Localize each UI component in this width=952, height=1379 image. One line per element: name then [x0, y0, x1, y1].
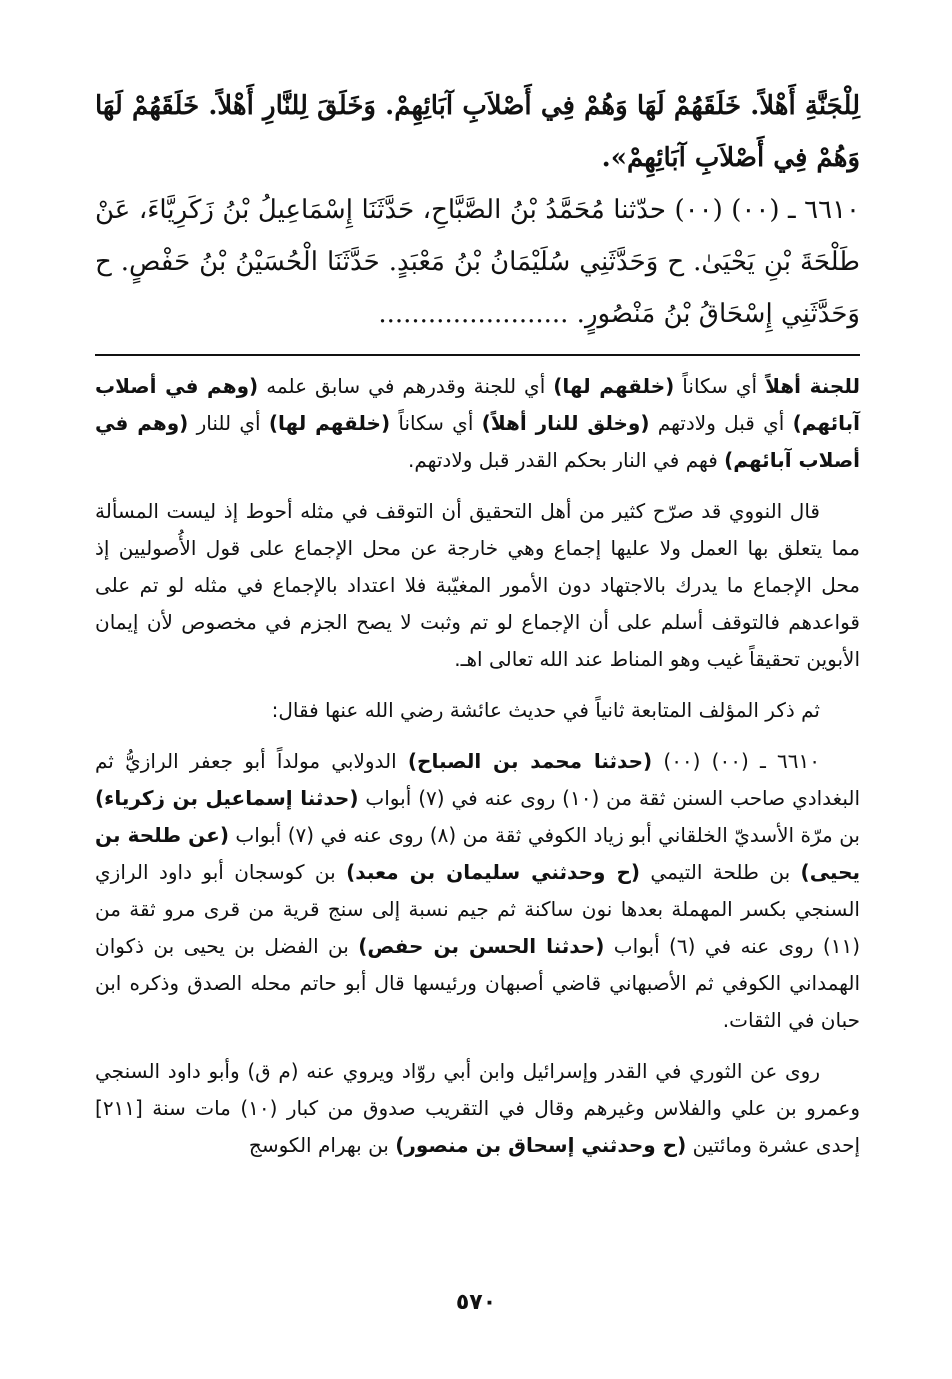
commentary-paragraph-3: ثم ذكر المؤلف المتابعة ثانياً في حديث عائشة رضي الله عنها فقال: [271, 698, 820, 722]
commentary-block [95, 368, 860, 1164]
commentary-segment: (وهم في أصلاب آبائهم) [95, 374, 861, 435]
commentary-paragraph-5 [95, 1053, 860, 1164]
page-number: ٥٧٠ [455, 1290, 497, 1315]
hadith-continuation: لِلْجَنَّةِ أَهْلاً. خَلَقَهُمْ لَهَا وَهُمْ فِي أَصْلاَبِ آبَائِهِمْ. وَخَلَقَ لِلنَّارِ أَهْلاً. خَلَقَهُمْ لَهَا وَهُمْ فِي أَصْلاَبِ آبَائِهِمْ». [95, 91, 860, 173]
page-body [95, 80, 860, 1178]
commentary-segment: بن مرّة الأسديّ الخلقاني أبو زياد الكوفي ثقة من (٨) روى عنه في (٧) أبواب [228, 823, 860, 847]
commentary-segment: أي قبل ولادتهم [649, 411, 793, 435]
commentary-segment: أي للجنة وقدرهم في سابق علمه [258, 374, 554, 398]
commentary-segment: للجنة أهلاً [765, 374, 861, 398]
commentary-paragraph-2: قال النووي قد صرّح كثير من أهل التحقيق أن التوقف في مثله أحوط إذ ليست المسألة مما يتعلق بها العمل ولا عليها إجماع وهي خارجة عن محل الإجماع على قول الأُصوليين إذ محل الإجماع ما يدرك بالاجتهاد دون الأمور المغيّبة فلا اعتداد بالإجماع في مثله لو تم على قواعدهم فالتوقف أسلم على أن الإجماع لو تم وثبت لا يصح الجزم في مخصوص لأن إيمان الأبوين تحقيقاً غيب وهو المناط عند الله تعالى اهـ. [95, 499, 860, 671]
footnote-divider [95, 354, 860, 356]
commentary-segment: بن طلحة التيمي [640, 860, 801, 884]
commentary-segment: بن الفضل بن يحيى بن ذكوان الهمداني الكوفي ثم الأصبهاني قاضي أصبهان ورئيسها قال أبو حاتم محله الصدق وذكره ابن حبان في الثقات. [95, 934, 860, 1032]
commentary-segment: (ح وحدثني سليمان بن معبد) [346, 860, 641, 884]
commentary-segment: (خلقهم لها) [553, 374, 675, 398]
commentary-segment: (وخلق للنار أهلاً) [481, 411, 650, 435]
commentary-segment: روى عن الثوري في القدر وإسرائيل وابن أبي روّاد ويروي عنه (م ق) وأبو داود السنجي وعمرو بن علي والفلاس وغيرهم وقال في التقريب صدوق من كبار (١٠) مات سنة [٢١١] إحدى عشرة ومائتين [95, 1059, 861, 1157]
commentary-segment: أي سكاناً [674, 374, 766, 398]
commentary-segment: بن بهرام الكوسج [248, 1133, 396, 1157]
commentary-segment: أي للنار [188, 411, 269, 435]
hadith-text-block [95, 80, 860, 340]
commentary-segment: (عن طلحة بن يحيى) [95, 823, 861, 884]
commentary-paragraph-1 [95, 368, 860, 479]
commentary-segment: (خلقهم لها) [268, 411, 391, 435]
commentary-segment: (ح وحدثني إسحاق بن منصور) [395, 1133, 687, 1157]
commentary-segment: بن كوسجان أبو داود الرازي السنجي بكسر المهملة بعدها نون ساكنة ثم جيم نسبة إلى سنج قرية من قرى مرو ثقة من (١١) روى عنه في (٦) أبواب [95, 860, 861, 958]
commentary-segment: (حدثنا الحسن بن حفص) [358, 934, 605, 958]
commentary-paragraph-4 [95, 743, 860, 1039]
commentary-segment: فهم في النار بحكم القدر قبل ولادتهم. [407, 448, 725, 472]
commentary-segment: (حدثنا محمد بن الصباح) [407, 749, 653, 773]
commentary-segment: (حدثنا إسماعيل بن زكرياء) [95, 786, 359, 810]
hadith-isnad: ٦٦١٠ ـ (٠٠) (٠٠) حدّثنا مُحَمَّدُ بْنُ الصَّبَّاحِ، حَدَّثَنَا إِسْمَاعِيلُ بْنُ زَكَرِيَّاءَ، عَنْ طَلْحَةَ بْنِ يَحْيَىٰ. ح وَحَدَّثَنِي سُلَيْمَانُ بْنُ مَعْبَدٍ. حَدَّثَنَا الْحُسَيْنُ بْنُ حَفْصٍ. ح وَحَدَّثَنِي إِسْحَاقُ بْنُ مَنْصُورٍ. ....................... [95, 195, 860, 329]
commentary-segment: الدولابي مولداً أبو جعفر الرازيُّ ثم البغدادي صاحب السنن ثقة من (١٠) روى عنه في (٧) أبواب [95, 749, 861, 810]
commentary-segment: (وهم في أصلاب آبائهم) [95, 411, 860, 472]
commentary-segment: ٦٦١٠ ـ (٠٠) (٠٠) [652, 749, 820, 773]
commentary-segment: أي سكاناً [390, 411, 482, 435]
